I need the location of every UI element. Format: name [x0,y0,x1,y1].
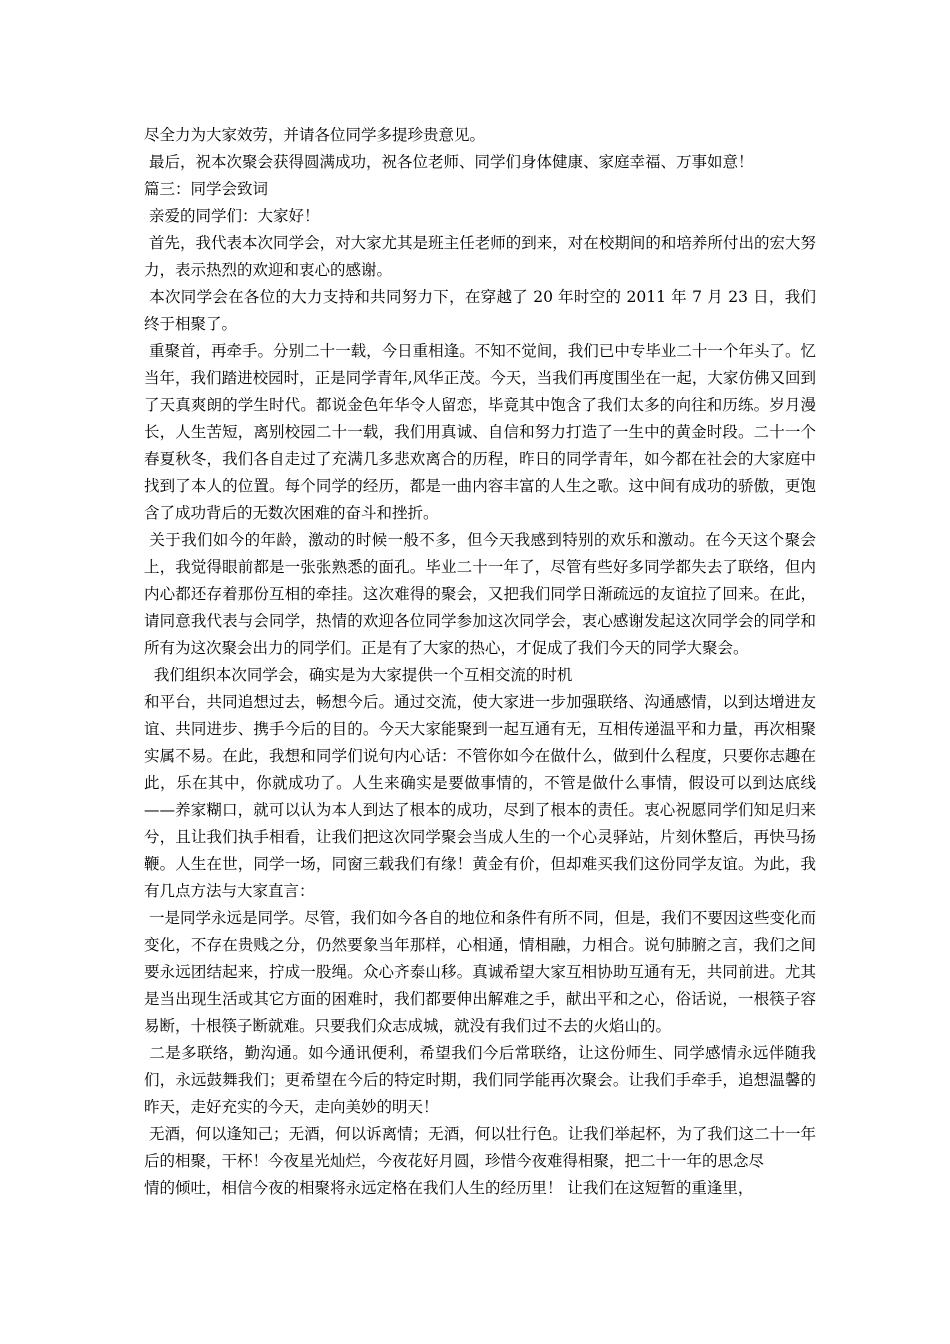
paragraph-final-wishes: 最后，祝本次聚会获得圆满成功，祝各位老师、同学们身体健康、家庭幸福、万事如意！ [144,153,754,171]
paragraph-reunited: 重聚首，再牵手。分别二十一载，今日重相逢。不知不觉间，我们已中专毕业二十一个年头了。忆当年，我们踏进校园时，正是同学青年,风华正茂。今天，当我们再度围坐在一起，大家仿佛又回到了天真爽朗的学生时代。都说金色年华令人留恋，毕竟其中饱含了我们太多的向往和历练。岁月漫长，人生苦短，离别校园二十一载，我们用真诚、自信和努力打造了一生中的黄金时段。二十一个春夏秋冬，我们各自走过了充满几多悲欢离合的历程，昨日的同学青年，如今都在社会的大家庭中找到了本人的位置。每个同学的经历，都是一曲内容丰富的人生之歌。这中间有成功的骄傲，更饱含了成功背后的无数次困难的奋斗和挫折。 [144,342,816,522]
paragraph-platform: 和平台，共同追想过去，畅想今后。通过交流，使大家进一步加强联络、沟通感情，以到达增进友谊、共同进步、携手今后的目的。今天大家能聚到一起互通有无，互相传递温平和力量，再次相聚实属不易。在此，我想和同学们说句内心话：不管你如今在做什么，做到什么程度，只要你志趣在此，乐在其中，你就成功了。人生来确实是要做事情的，不管是做什么事情，假设可以到达底线——养家糊口，就可以认为本人到达了根本的成功，尽到了根本的责任。衷心祝愿同学们知足归来兮，且让我们执手相看，让我们把这次同学聚会当成人生的一个心灵驿站，片刻休整后，再快马扬鞭。人生在世，同学一场，同窗三载我们有缘！黄金有价，但却难买我们这份同学友谊。为此，我有几点方法与大家直言： [144,693,816,900]
paragraph-closing-line: 尽全力为大家效劳，并请各位同学多提珍贵意见。 [144,126,486,144]
paragraph-greeting: 亲爱的同学们：大家好！ [144,207,320,225]
paragraph-reunion-date: 本次同学会在各位的大力支持和共同努力下，在穿越了 20 年时空的 2011 年 7 月 23 日，我们终于相聚了。 [144,288,816,333]
paragraph-age-emotion: 关于我们如今的年龄，激动的时候一般不多，但今天我感到特别的欢乐和激动。在今天这个聚会上，我觉得眼前都是一张张熟悉的面孔。毕业二十一年了，尽管有些好多同学都失去了联络，但内内心都还存着那份互相的牵挂。这次难得的聚会，又把我们同学日渐疏远的友谊拉了回来。在此，请同意我代表与会同学，热情的欢迎各位同学参加这次同学会，衷心感谢发起这次同学会的同学和所有为这次聚会出力的同学们。正是有了大家的热心，才促成了我们今天的同学大聚会。 [144,531,816,657]
section-heading: 篇三：同学会致词 [144,180,269,198]
paragraph-point-one: 一是同学永远是同学。尽管，我们如今各自的地位和条件有所不同，但是，我们不要因这些变化而变化，不存在贵贱之分，仍然要象当年那样，心相通，情相融，力相合。说句肺腑之言，我们之间要永远团结起来，拧成一股绳。众心齐泰山移。真诚希望大家互相协助互通有无，共同前进。尤其是当出现生活或其它方面的困难时，我们都要伸出解难之手，献出平和之心，俗话说，一根筷子容易断，十根筷子断就难。只要我们众志成城，就没有我们过不去的火焰山的。 [144,909,816,1035]
paragraph-toast: 无酒，何以逢知己；无酒，何以诉离情；无酒，何以壮行色。让我们举起杯，为了我们这二十一年后的相聚，干杯！今夜星光灿烂，今夜花好月圆，珍惜今夜难得相聚，把二十一年的思念尽 [144,1125,816,1170]
paragraph-purpose: 我们组织本次同学会，确实是为大家提供一个互相交流的时机 [144,666,573,684]
document-body [144,122,816,1202]
paragraph-welcome: 首先，我代表本次同学会，对大家尤其是班主任老师的到来，对在校期间的和培养所付出的宏大努力，表示热烈的欢迎和衷心的感谢。 [144,234,816,279]
paragraph-continuation: 情的倾吐，相信今夜的相聚将永远定格在我们人生的经历里！ 让我们在这短暂的重逢里， [144,1179,754,1197]
paragraph-point-two: 二是多联络，勤沟通。如今通讯便利，希望我们今后常联络，让这份师生、同学感情永远伴随我们，永远鼓舞我们；更希望在今后的特定时期，我们同学能再次聚会。让我们手牵手，追想温馨的昨天，走好充实的今天，走向美妙的明天！ [144,1044,816,1116]
